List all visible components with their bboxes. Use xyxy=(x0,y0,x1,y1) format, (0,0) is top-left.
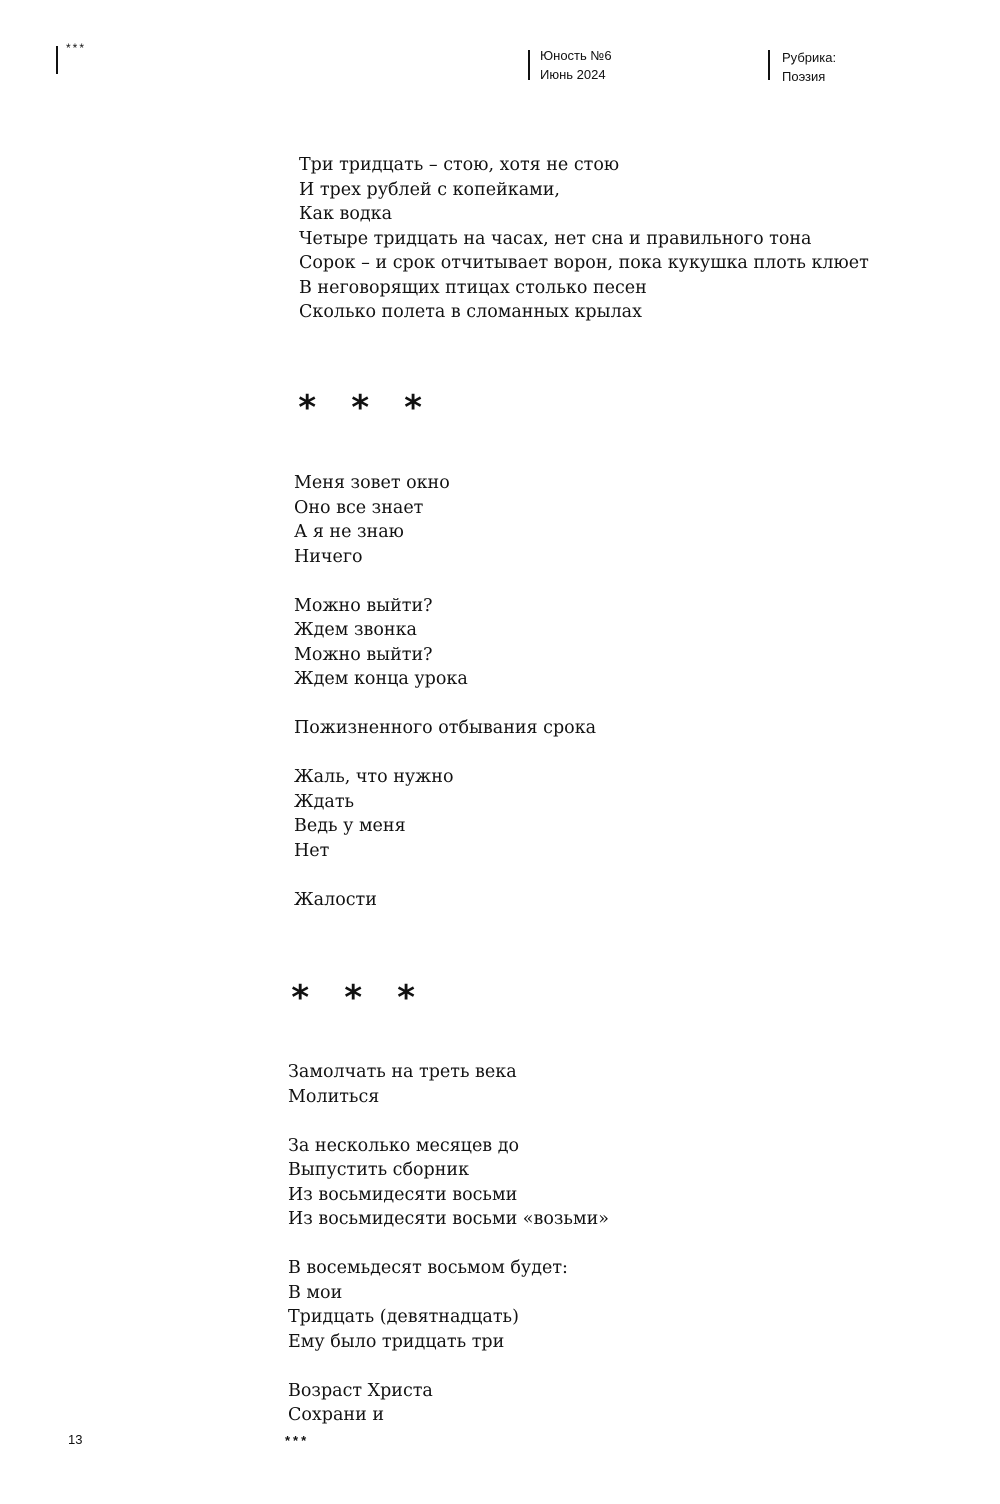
poem-line: Сорок – и срок отчитывает ворон, пока кукушка плоть клюет xyxy=(299,253,869,273)
poem-1 xyxy=(299,153,869,325)
poem-line: Выпустить сборник xyxy=(288,1160,470,1180)
poem-line: Сохрани и xyxy=(288,1405,384,1425)
poem-line: Ведь у меня xyxy=(294,816,406,836)
poem-3 xyxy=(288,1060,609,1428)
poem-2 xyxy=(294,471,596,912)
header-stars: *** xyxy=(66,41,87,55)
poem-line: Из восьмидесяти восьми «возьми» xyxy=(288,1209,609,1229)
header-issue xyxy=(540,46,612,84)
poem-line: Сколько полета в сломанных крылах xyxy=(299,302,642,322)
poem-line: Возраст Христа xyxy=(288,1380,433,1401)
poem-line: Тридцать (девятнадцать) xyxy=(288,1307,519,1327)
issue-number: Юность №6 xyxy=(540,48,612,63)
poem-separator: * * * xyxy=(290,978,423,1018)
poem-line: Как водка xyxy=(299,204,393,224)
rubric-label: Рубрика: xyxy=(782,50,837,65)
poem-line: Жаль, что нужно xyxy=(294,767,454,787)
poem-line: В мои xyxy=(288,1282,343,1303)
poem-line: В неговорящих птицах столько песен xyxy=(299,277,647,298)
poem-line: Молиться xyxy=(288,1086,380,1107)
header-left-rule xyxy=(56,46,58,74)
poem-line: Жалости xyxy=(294,889,377,910)
issue-date: Июнь 2024 xyxy=(540,67,606,82)
poem-line: И трех рублей с копейками, xyxy=(299,179,560,200)
poem-line: Оно все знает xyxy=(294,497,424,518)
page-number: 13 xyxy=(68,1432,83,1447)
poem-line: Ждать xyxy=(294,791,355,812)
poem-line: Нет xyxy=(294,840,330,861)
poem-line: Можно выйти? xyxy=(294,595,433,616)
poem-line: Можно выйти? xyxy=(294,644,433,665)
poem-line: Три тридцать – стою, хотя не стою xyxy=(299,155,620,175)
poem-line: А я не знаю xyxy=(294,522,404,542)
poem-line: В восемьдесят восьмом будет: xyxy=(288,1258,568,1278)
header-rubric-rule xyxy=(768,50,770,80)
footer-stars: *** xyxy=(285,1433,310,1448)
poem-separator: * * * xyxy=(297,388,430,428)
poem-line: Пожизненного отбывания срока xyxy=(294,718,597,738)
poem-line: Из восьмидесяти восьми xyxy=(288,1184,518,1205)
poem-line: Ждем конца урока xyxy=(294,669,468,689)
header-issue-rule xyxy=(528,50,530,80)
poem-line: Замолчать на треть века xyxy=(288,1062,517,1082)
poem-line: Меня зовет окно xyxy=(294,473,450,493)
poem-line: Ждем звонка xyxy=(294,620,417,640)
poem-line: Ему было тридцать три xyxy=(288,1331,505,1352)
poem-line: Четыре тридцать на часах, нет сна и правильного тона xyxy=(299,228,812,249)
header-rubric xyxy=(782,48,836,86)
poem-line: Ничего xyxy=(294,546,363,567)
rubric-value: Поэзия xyxy=(782,69,826,84)
poem-line: За несколько месяцев до xyxy=(288,1135,520,1156)
